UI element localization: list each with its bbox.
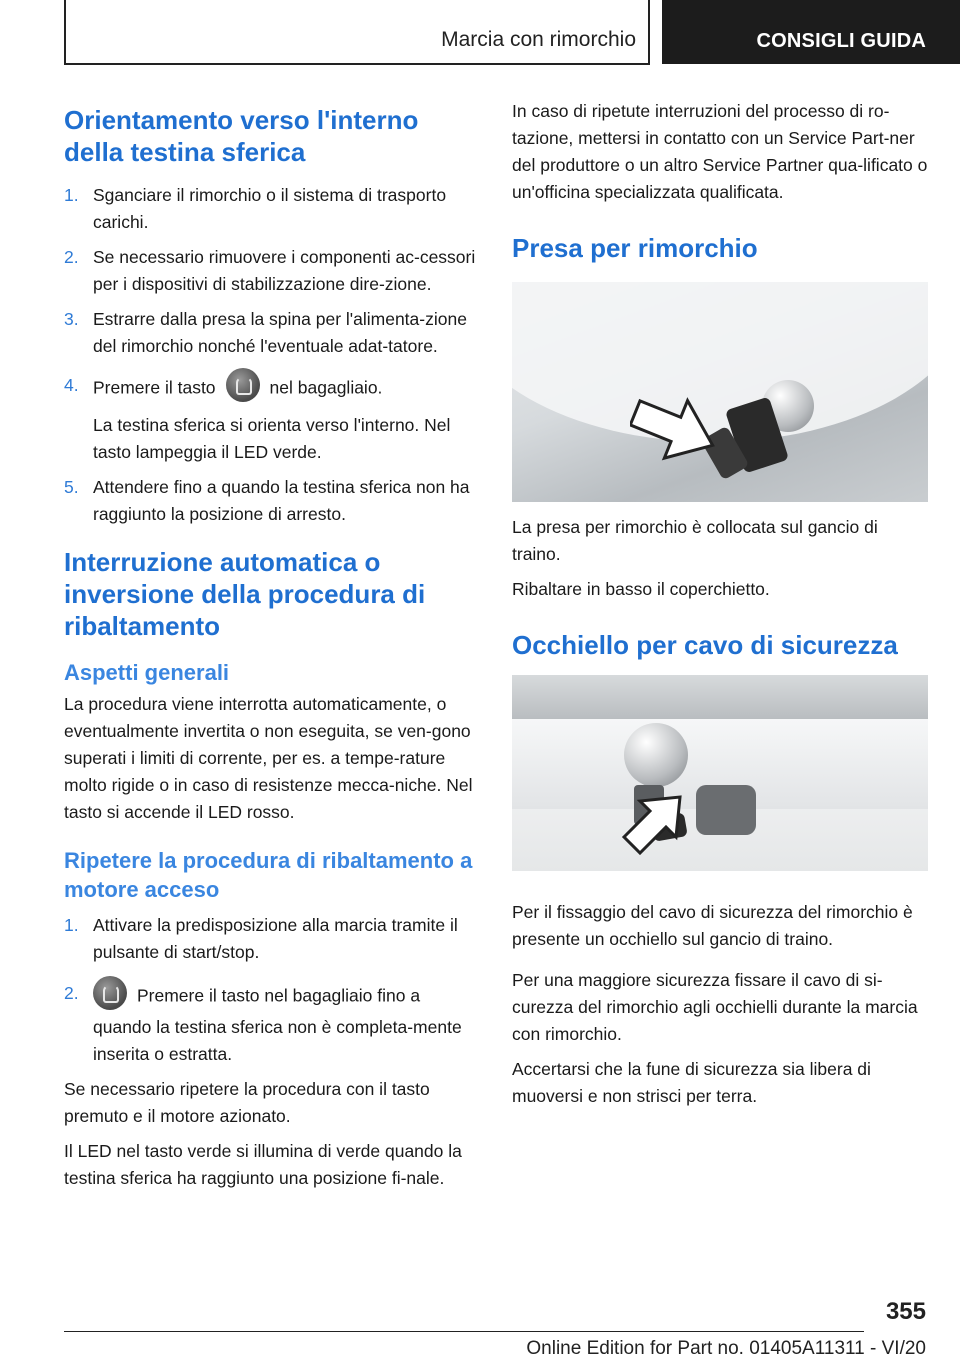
orient-step-5: 5. Attendere fino a quando la testina sferica non ha raggiunto la posizione di arresto.	[64, 477, 470, 524]
ripetere-steps	[64, 912, 480, 1068]
trailer-socket-photo	[512, 282, 928, 502]
header-left-rule	[64, 0, 66, 64]
orient-step-4: 4. Premere il tasto nel bagagliaio. La testina sferica si orienta verso l'interno. Nel tasto lampeggia il LED verde.	[64, 372, 480, 466]
orient-step-2: 2. Se necessario rimuovere i componenti ac-cessori per i dispositivi di stabilizzazione dire-zione.	[64, 247, 476, 294]
paragraph-occhiello-1: Per il fissaggio del cavo di sicurezza del rimorchio è presente un occhiello sul gancio di traino.	[512, 902, 913, 949]
safety-cable-eyelet-photo	[512, 675, 928, 871]
header-mid-rule	[648, 0, 650, 64]
header-section-title: Marcia con rimorchio	[441, 28, 636, 51]
heading-orientamento: Orientamento verso l'interno della testina sferica	[64, 105, 419, 167]
heading-ripetere: Ripetere la procedura di ribaltamento a motore acceso	[64, 848, 473, 902]
trailer-hitch-button-icon	[93, 976, 127, 1010]
footer-edition: Online Edition for Part no. 01405A11311 - VI/20	[526, 1338, 926, 1359]
paragraph-service: In caso di ripetute interruzioni del processo di ro-tazione, mettersi in contatto con un Service Part-ner del produttore o un altro Service Partner qua-lificato o un'officina specializzata qualificata.	[512, 101, 928, 202]
paragraph-occhiello-2: Per una maggiore sicurezza fissare il cavo di si-curezza del rimorchio agli occhielli durante la marcia con rimorchio.	[512, 970, 918, 1044]
trailer-hitch-button-icon	[226, 368, 260, 402]
paragraph-aspetti: La procedura viene interrotta automaticamente, o eventualmente invertita o non eseguita, se ven-gono superati i limiti di corrente, per es. a tempe-rature molto rigide o in caso di resistenze mecca-niche. Nel tasto si accende il LED rosso.	[64, 694, 473, 822]
left-column	[64, 100, 480, 1192]
orient-steps	[64, 182, 480, 528]
pointer-arrow-icon	[614, 787, 694, 867]
ripetere-step-2: 2. Premere il tasto nel bagagliaio fino a quando la testina sferica non è completa-mente inserita o estratta.	[64, 980, 480, 1068]
right-column	[512, 100, 928, 1110]
header-chapter-tab[interactable]	[662, 0, 960, 64]
page-number: 355	[885, 1298, 926, 1325]
header-bottom-rule	[64, 63, 650, 65]
footer-rule	[64, 1331, 864, 1332]
orient-step-1: 1. Sganciare il rimorchio o il sistema di trasporto carichi.	[64, 185, 447, 232]
heading-occhiello: Occhiello per cavo di sicurezza	[512, 630, 898, 660]
paragraph-presa-1: La presa per rimorchio è collocata sul gancio di traino.	[512, 517, 878, 564]
pointer-arrow-icon	[630, 394, 720, 464]
paragraph-presa-2: Ribaltare in basso il coperchietto.	[512, 579, 770, 599]
ripetere-step-1: 1. Attivare la predisposizione alla marcia tramite il pulsante di start/stop.	[64, 915, 458, 962]
paragraph-occhiello-3: Accertarsi che la fune di sicurezza sia libera di muoversi e non strisci per terra.	[512, 1059, 871, 1106]
orient-step-3: 3. Estrarre dalla presa la spina per l'alimenta-zione del rimorchio nonché l'eventuale adat-tatore.	[64, 309, 467, 356]
paragraph-ripetere-1: Se necessario ripetere la procedura con il tasto premuto e il motore azionato.	[64, 1079, 430, 1126]
paragraph-ripetere-2: Il LED nel tasto verde si illumina di verde quando la testina sferica ha raggiunto una posizione fi-nale.	[64, 1141, 462, 1188]
heading-interruzione: Interruzione automatica o inversione della procedura di ribaltamento	[64, 547, 426, 641]
heading-aspetti-generali: Aspetti generali	[64, 660, 230, 685]
heading-presa: Presa per rimorchio	[512, 233, 758, 263]
orient-step-4-note: La testina sferica si orienta verso l'interno. Nel tasto lampeggia il LED verde.	[93, 415, 451, 462]
header-chapter-label: CONSIGLI GUIDA	[756, 30, 926, 52]
